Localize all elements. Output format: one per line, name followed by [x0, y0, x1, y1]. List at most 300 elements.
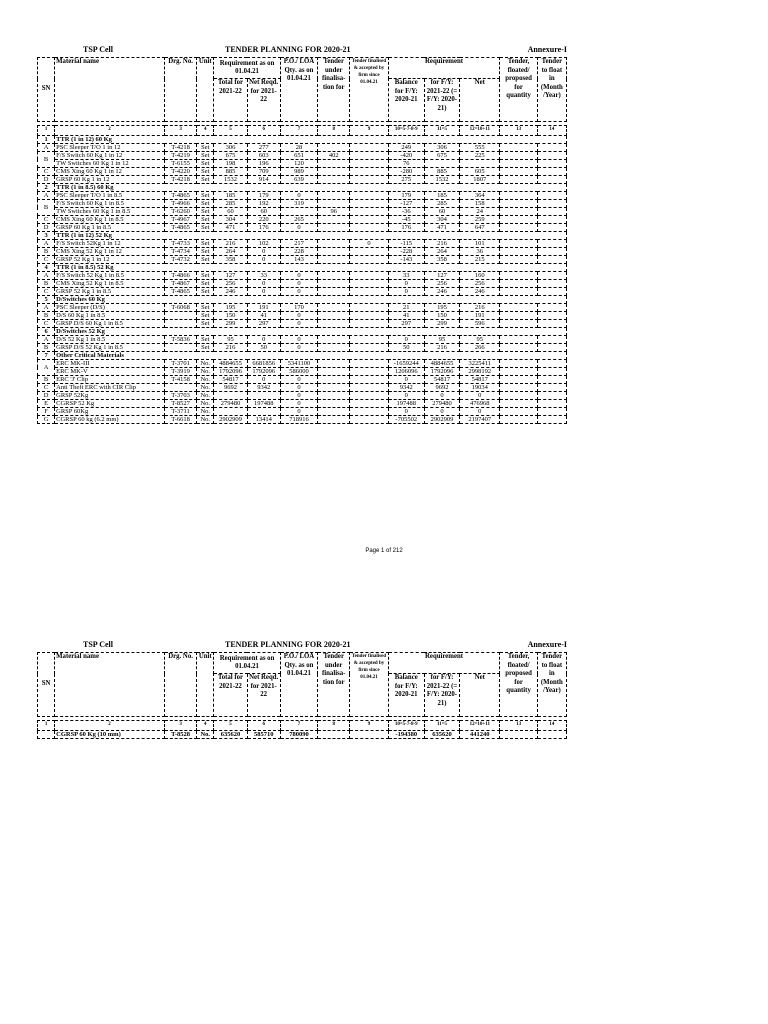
value-11: 471 [424, 223, 459, 231]
unit: No. [197, 730, 214, 738]
page-footer: Page 1 of 212 [365, 548, 403, 554]
drawing-number: T-4732 [164, 255, 196, 263]
value-10: -36 [388, 207, 424, 215]
value-7: 0 [280, 383, 317, 391]
header-left: TSP Cell [83, 45, 114, 54]
value-7: 120 [280, 159, 317, 167]
section-title: D/Switches 52 Kg [55, 327, 567, 335]
drawing-number: T-4734 [164, 247, 196, 255]
value-12: 596 [460, 319, 500, 327]
value-13 [500, 223, 537, 231]
value-13 [500, 151, 537, 159]
value-9 [350, 335, 388, 343]
value-14 [537, 199, 566, 207]
value-8 [318, 175, 350, 183]
row-sn: A [38, 335, 55, 343]
value-13 [500, 271, 537, 279]
value-12: 364 [460, 191, 500, 199]
unit: No. [197, 415, 214, 423]
col-net-reqd: Net Reqd. for 2021-22 [247, 79, 280, 122]
value-5: 885 [214, 167, 247, 175]
value-12: 215 [460, 255, 500, 263]
value-7: 228 [280, 247, 317, 255]
section-row [38, 231, 567, 239]
value-11: 885 [424, 167, 459, 175]
drawing-number [164, 319, 196, 327]
table-body [38, 730, 567, 738]
value-6 [247, 391, 280, 399]
value-7: 0 [280, 399, 317, 407]
table-row [38, 239, 567, 247]
value-9 [350, 207, 388, 215]
col-tender-floated: Tender, floated/ proposed for quantity [500, 58, 537, 122]
value-6: 0 [247, 255, 280, 263]
row-sn: B [38, 151, 55, 167]
value-12: 19034 [460, 383, 500, 391]
value-14 [537, 239, 566, 247]
unit: Set [197, 175, 214, 183]
material-name: Anti Theft ERC with CIR Clip [55, 383, 165, 391]
value-8 [318, 167, 350, 175]
material-name: GRSP D/S 52 Kg 1 in 8.5 [55, 343, 165, 351]
value-8 [318, 391, 350, 399]
value-12: 101 [460, 239, 500, 247]
unit: Set [197, 223, 214, 231]
value-12: 555 [460, 143, 500, 151]
value-9 [350, 415, 388, 423]
value-14 [537, 191, 566, 199]
value-10: -127 [388, 199, 424, 207]
col-unit: Unit [197, 653, 214, 717]
value-7: 28 [280, 143, 317, 151]
column-number: 5 [214, 721, 247, 731]
column-number: 4 [197, 721, 214, 731]
row-sn: D [38, 223, 55, 231]
unit: Set [197, 207, 214, 215]
section-number: 7 [38, 351, 55, 359]
value-7: 0 [280, 311, 317, 319]
material-name: PSC Sleeper T/O 1 in 8.5 [55, 191, 165, 199]
value-6: 179 [247, 191, 280, 199]
value-13 [500, 399, 537, 407]
value-11: 285 [424, 199, 459, 207]
column-number: 13 [500, 126, 537, 136]
value-14 [537, 271, 566, 279]
value-11: 195 [424, 303, 459, 311]
value-14 [537, 343, 566, 351]
value-12: 225 [460, 151, 500, 159]
table-row [38, 247, 567, 255]
value-13 [500, 175, 537, 183]
drawing-number: T-4218 [164, 175, 196, 183]
table-row [38, 159, 567, 167]
col-material: Material name [55, 58, 165, 122]
value-14 [537, 279, 566, 287]
value-10: 249 [388, 143, 424, 151]
value-8 [318, 311, 350, 319]
column-number: 1 [38, 721, 55, 731]
value-12: 24 [460, 207, 500, 215]
value-14 [537, 215, 566, 223]
value-7: 170 [280, 303, 317, 311]
value-14 [537, 255, 566, 263]
value-13 [500, 375, 537, 383]
column-number: 11=5 [424, 126, 459, 136]
value-8 [318, 199, 350, 207]
section-row [38, 263, 567, 271]
col-total-for: Total for 2021-22 [214, 674, 247, 717]
col-sn: SN [38, 58, 55, 122]
col-balance: Balance for F/Y: 2020-21 [388, 79, 424, 122]
value-12: 2197407 [460, 415, 500, 423]
section-number: 5 [38, 295, 55, 303]
col-balance: Balance for F/Y: 2020-21 [388, 674, 424, 717]
value-7: 0 [280, 319, 317, 327]
value-8 [318, 407, 350, 415]
unit: Set [197, 199, 214, 207]
column-number: 8 [318, 721, 350, 731]
table-head [38, 58, 567, 136]
col-tender-finalised: Tender finalised & accepted by firm since 01.04.21 [350, 58, 388, 122]
value-12: 54817 [460, 375, 500, 383]
material-name: GRSP D/S 60 Kg 1 in 8.5 [55, 319, 165, 327]
col-requirement: Requirement [388, 653, 500, 674]
table-row [38, 255, 567, 263]
value-8 [318, 279, 350, 287]
value-12: 0 [460, 407, 500, 415]
value-10: 0 [388, 375, 424, 383]
drawing-number: T-5836 [164, 335, 196, 343]
value-11: 675 [424, 151, 459, 159]
value-11: 216 [424, 239, 459, 247]
column-number: 3 [164, 126, 196, 136]
table-row [38, 407, 567, 415]
col-tender-under: Tender under finalisa- tion for [318, 58, 350, 122]
value-14 [537, 407, 566, 415]
value-13 [500, 167, 537, 175]
value-14 [537, 335, 566, 343]
value-13 [500, 247, 537, 255]
value-14 [537, 391, 566, 399]
value-5: 299 [214, 319, 247, 327]
unit: Set [197, 335, 214, 343]
table-row [38, 343, 567, 351]
value-10: 33 [388, 271, 424, 279]
value-14 [537, 399, 566, 407]
drawing-number [164, 343, 196, 351]
row-sn: B [38, 375, 55, 383]
value-14 [537, 167, 566, 175]
value-6: 41 [247, 311, 280, 319]
value-8 [318, 383, 350, 391]
value-6: 9342 [247, 383, 280, 391]
value-7: 217 [280, 239, 317, 247]
value-8 [318, 223, 350, 231]
value-6: 102 [247, 239, 280, 247]
col-tender-floated: Tender, floated/ proposed for quantity [500, 653, 537, 717]
drawing-number: T-6155 [164, 159, 196, 167]
section-title: TTR (1 in 8.5) 60 Kg [55, 183, 567, 191]
col-tender-to-float: Tender to float in (Month /Year) [537, 653, 566, 717]
value-14 [537, 415, 566, 423]
value-13 [500, 415, 537, 423]
column-number: 2 [55, 126, 165, 136]
value-10: 0 [388, 391, 424, 399]
row-sn: D [38, 175, 55, 183]
page-header [37, 638, 567, 652]
table-row [38, 359, 567, 367]
table-row [38, 391, 567, 399]
value-12: 160 [460, 271, 500, 279]
row-sn: C [38, 383, 55, 391]
value-9 [350, 247, 388, 255]
value-8 [318, 191, 350, 199]
drawing-number: T-4867 [164, 279, 196, 287]
row-sn: A [38, 239, 55, 247]
value-11: 127 [424, 271, 459, 279]
column-number: 3 [164, 721, 196, 731]
value-9 [350, 167, 388, 175]
value-5: 306 [214, 143, 247, 151]
value-6: 33 [247, 271, 280, 279]
column-number: 1 [38, 126, 55, 136]
row-sn [38, 730, 55, 738]
row-sn: C [38, 287, 55, 295]
value-11: 9692 [424, 383, 459, 391]
unit: Set [197, 191, 214, 199]
value-12: 158 [460, 199, 500, 207]
value-6: 196 [247, 159, 280, 167]
column-number: 9 [350, 721, 388, 731]
material-name: F/S Switch 60 Kg 1 in 12 [55, 151, 165, 159]
value-11: 0 [424, 391, 459, 399]
value-5: 60 [214, 207, 247, 215]
unit: No. [197, 375, 214, 383]
value-13 [500, 143, 537, 151]
unit: Set [197, 343, 214, 351]
drawing-number: T-8528 [164, 730, 196, 738]
drawing-number: T-4866 [164, 271, 196, 279]
value-10: 21 [388, 303, 424, 311]
table-row [38, 730, 567, 738]
value-10: 9342 [388, 383, 424, 391]
value-7: 0 [280, 271, 317, 279]
value-14 [537, 159, 566, 167]
value-8 [318, 247, 350, 255]
value-13 [500, 255, 537, 263]
unit: Set [197, 167, 214, 175]
value-14 [537, 247, 566, 255]
table-row [38, 415, 567, 423]
col-net: Net [460, 674, 500, 717]
drawing-number: T-3701 [164, 359, 196, 367]
row-sn: A [38, 303, 55, 311]
value-8 [318, 215, 350, 223]
value-6: 13414 [247, 415, 280, 423]
column-number: 5 [214, 126, 247, 136]
value-12: 1807 [460, 175, 500, 183]
table-row [38, 167, 567, 175]
value-11: 185 [424, 191, 459, 199]
header-annexure: Annexure-I [527, 45, 567, 54]
col-tender-under: Tender under finalisa- tion for [318, 653, 350, 717]
section-number: 6 [38, 327, 55, 335]
value-14 [537, 367, 566, 375]
value-8 [318, 255, 350, 263]
column-number: 14 [537, 126, 566, 136]
value-7: 639 [280, 175, 317, 183]
value-12: 647 [460, 223, 500, 231]
unit: No. [197, 399, 214, 407]
material-name: ERC 'J' Clip [55, 375, 165, 383]
value-6: 1792096 [247, 367, 280, 375]
header-left: TSP Cell [83, 640, 114, 649]
row-sn: B [38, 247, 55, 255]
value-13 [500, 407, 537, 415]
value-8 [318, 159, 350, 167]
value-6: 603 [247, 151, 280, 159]
value-10: 0 [388, 335, 424, 343]
col-drg: Drg. No. [164, 653, 196, 717]
value-5: 95 [214, 335, 247, 343]
value-14 [537, 207, 566, 215]
table-row [38, 287, 567, 295]
value-8 [318, 319, 350, 327]
row-sn: F [38, 407, 55, 415]
value-14 [537, 730, 566, 738]
value-12: 216 [460, 303, 500, 311]
value-10: -280 [388, 167, 424, 175]
value-5: 195 [214, 303, 247, 311]
row-sn: E [38, 399, 55, 407]
value-5: 9692 [214, 383, 247, 391]
value-8 [318, 271, 350, 279]
row-sn: C [38, 167, 55, 175]
table-row [38, 303, 567, 311]
value-11: 264 [424, 247, 459, 255]
material-name: GRSP 52Kg [55, 391, 165, 399]
value-14 [537, 287, 566, 295]
value-5: 2902909 [214, 415, 247, 423]
value-14 [537, 143, 566, 151]
value-12: 191 [460, 311, 500, 319]
value-13 [500, 343, 537, 351]
value-6: 0 [247, 375, 280, 383]
col-total-for: Total for 2021-22 [214, 79, 247, 122]
col-unit: Unit [197, 58, 214, 122]
value-11: 358 [424, 255, 459, 263]
value-9 [350, 175, 388, 183]
value-11: 299 [424, 319, 459, 327]
column-number: 13 [500, 721, 537, 731]
value-14 [537, 151, 566, 159]
value-5 [214, 391, 247, 399]
value-11: 1532 [424, 175, 459, 183]
value-10: -115 [388, 239, 424, 247]
tender-table [37, 652, 567, 739]
value-11: 256 [424, 279, 459, 287]
value-6 [247, 407, 280, 415]
section-title: TTR (1 in 8.5) 52 Kg [55, 263, 567, 271]
col-tender-to-float: Tender to float in (Month /Year) [537, 58, 566, 122]
section-title: D/Switches 60 Kg [55, 295, 567, 303]
table-row [38, 143, 567, 151]
material-name: D/S 60 Kg 1 in 8.5 [55, 311, 165, 319]
column-number: 2 [55, 721, 165, 731]
col-drg: Drg. No. [164, 58, 196, 122]
value-14 [537, 375, 566, 383]
table-row [38, 383, 567, 391]
col-sn: SN [38, 653, 55, 717]
unit: Set [197, 279, 214, 287]
value-6: 0 [247, 279, 280, 287]
value-8 [318, 335, 350, 343]
value-9 [350, 399, 388, 407]
column-number: 4 [197, 126, 214, 136]
value-5: 4884655 [214, 359, 247, 367]
value-7: 0 [280, 335, 317, 343]
value-11: 60 [424, 207, 459, 215]
section-row [38, 351, 567, 359]
value-5: 285 [214, 199, 247, 207]
table-row [38, 375, 567, 383]
row-sn: A [38, 143, 55, 151]
value-6: 0 [247, 287, 280, 295]
value-6: 709 [247, 167, 280, 175]
value-14 [537, 359, 566, 367]
section-title: TTR (1 in 12) 52 Kg [55, 231, 567, 239]
value-9: 0 [350, 239, 388, 247]
value-11: 2902909 [424, 415, 459, 423]
value-12 [460, 159, 500, 167]
material-name: CMS Xing 52 Kg 1 in 12 [55, 247, 165, 255]
value-10: 176 [388, 223, 424, 231]
unit: No. [197, 391, 214, 399]
material-name: CMS Xing 60 Kg 1 in 8.5 [55, 215, 165, 223]
unit: Set [197, 255, 214, 263]
value-12: 259 [460, 215, 500, 223]
row-sn: B [38, 279, 55, 287]
row-sn: B [38, 199, 55, 215]
value-14 [537, 311, 566, 319]
value-11 [424, 159, 459, 167]
value-7: 989 [280, 167, 317, 175]
section-row [38, 327, 567, 335]
column-number-row [38, 126, 567, 136]
drawing-number: T-4218 [164, 143, 196, 151]
value-10: 50 [388, 343, 424, 351]
value-11: 150 [424, 311, 459, 319]
column-number: 10=5-7-8-9 [388, 721, 424, 731]
value-5: 216 [214, 343, 247, 351]
value-6: 914 [247, 175, 280, 183]
value-12: 266 [460, 343, 500, 351]
value-6: 277 [247, 143, 280, 151]
value-11: 0 [424, 407, 459, 415]
value-8 [318, 239, 350, 247]
material-name: CMS Xing 52 Kg 1 in 8.5 [55, 279, 165, 287]
value-6: 192 [247, 199, 280, 207]
value-13 [500, 191, 537, 199]
value-6: 191 [247, 303, 280, 311]
drawing-number: T-6068 [164, 303, 196, 311]
material-name: TW Switches 60 Kg 1 in 8.5 [55, 207, 165, 215]
unit: Set [197, 311, 214, 319]
value-13 [500, 311, 537, 319]
value-5: 675 [214, 151, 247, 159]
value-9 [350, 279, 388, 287]
material-name: F/S Switch 52Kg 1 in 12 [55, 239, 165, 247]
